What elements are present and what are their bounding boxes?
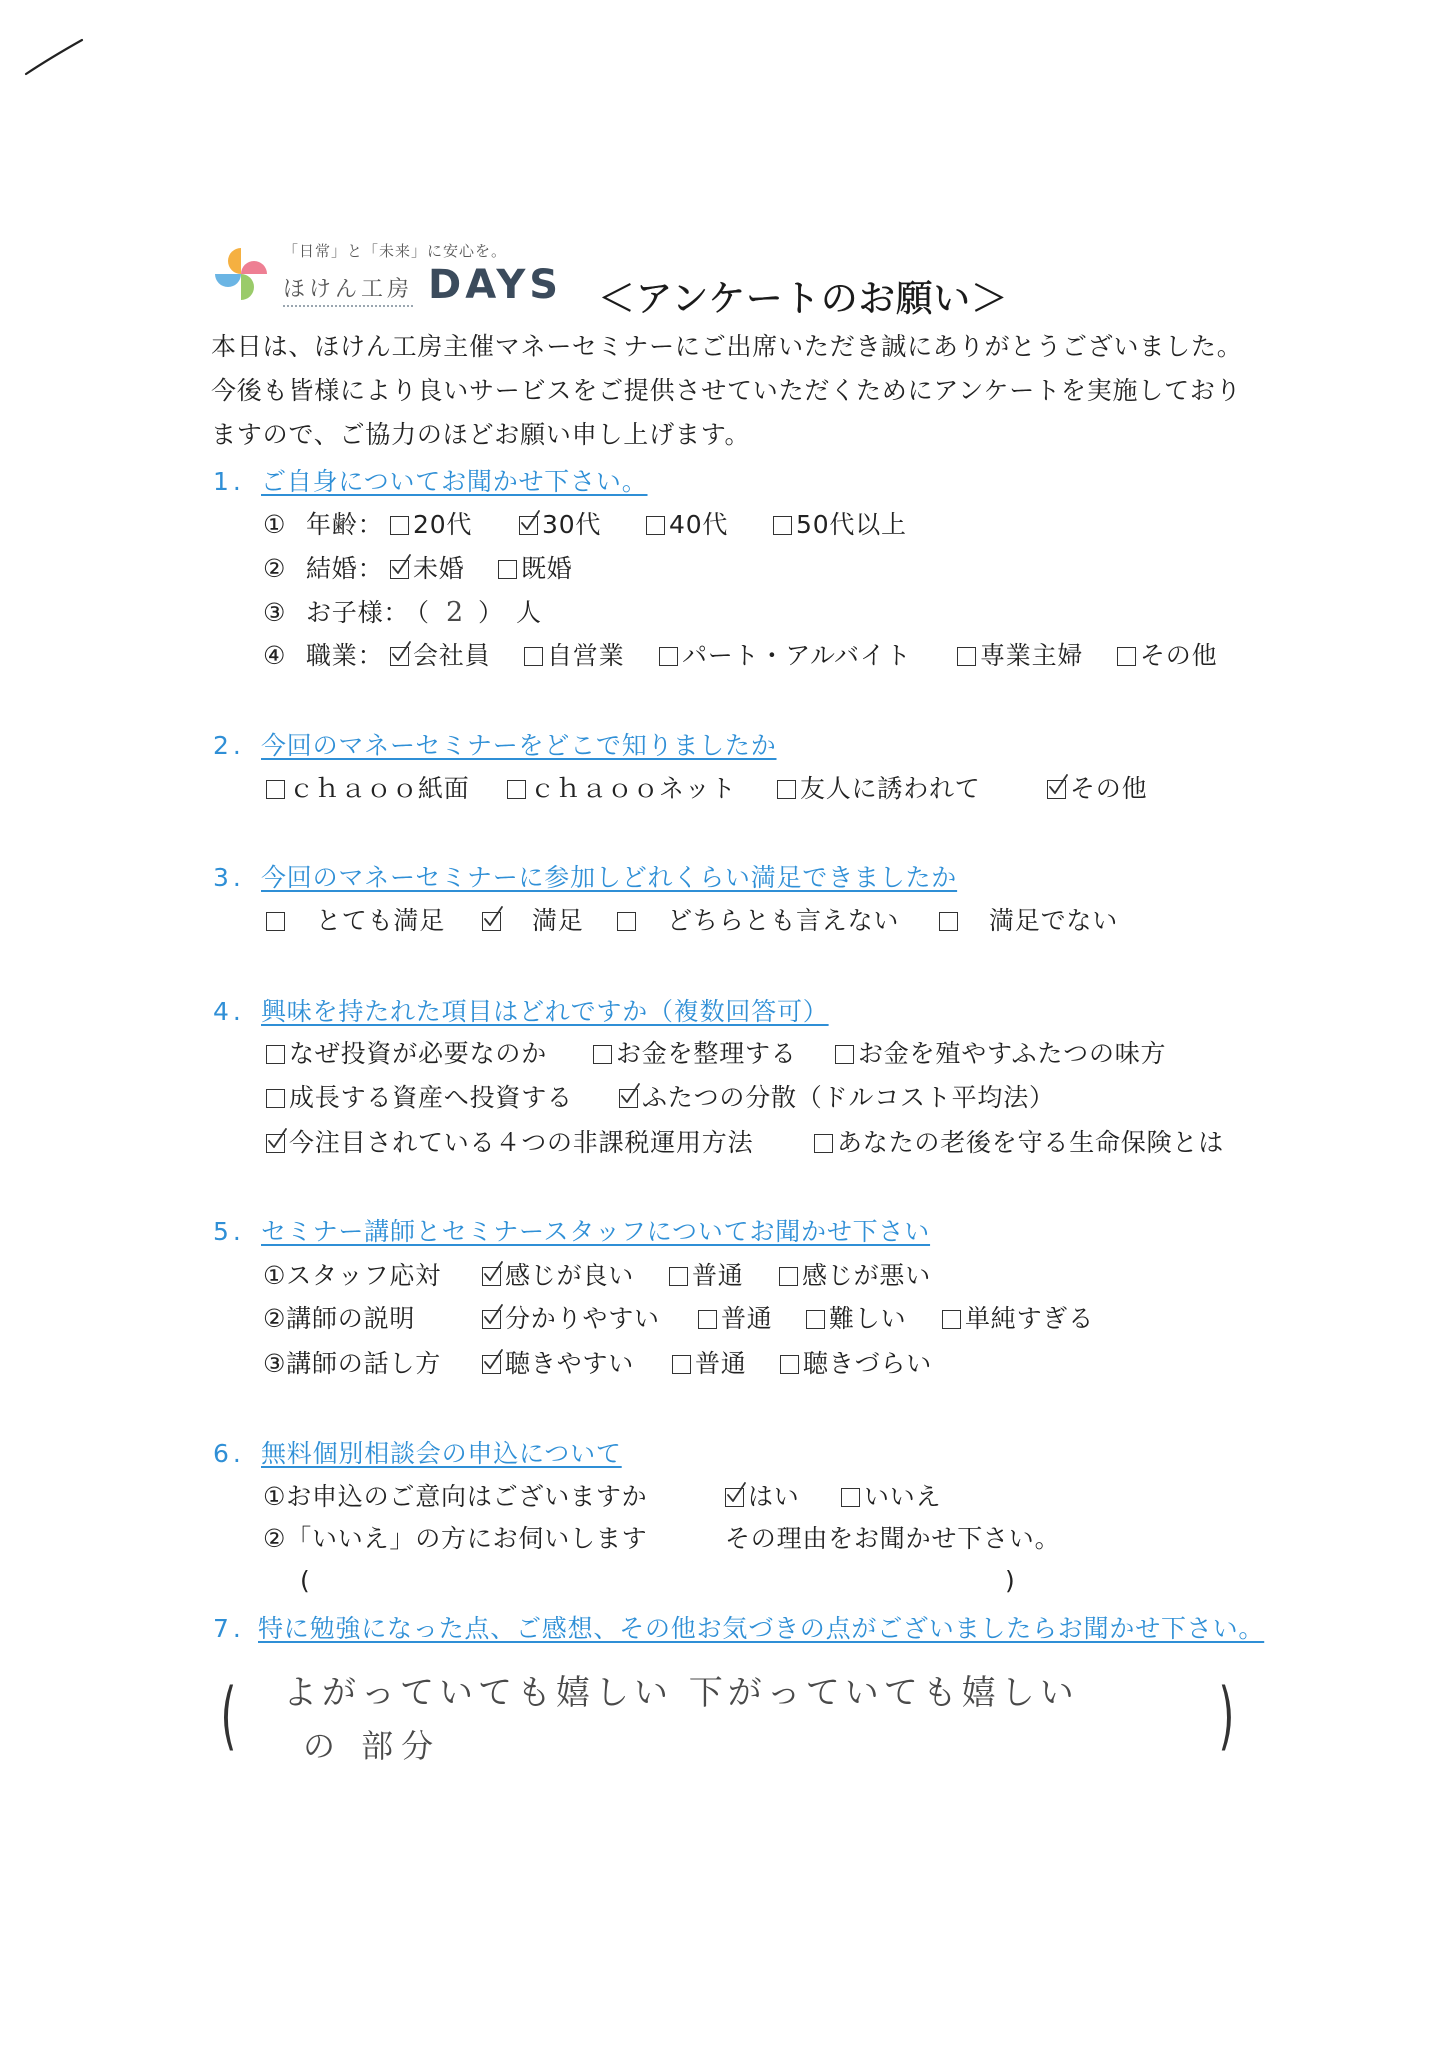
staff-option-normal[interactable] (669, 1261, 744, 1291)
q4-options-row-1 (0, 1039, 1449, 1069)
option-label: 未婚 (413, 554, 465, 583)
option-label: いいえ (864, 1482, 942, 1511)
q7-heading-text: 特に勉強になった点、ご感想、その他お気づきの点がございましたらお聞かせ下さい。 (258, 1614, 1265, 1643)
q4-heading-text: 興味を持たれた項目はどれですか（複数回答可） (261, 997, 829, 1026)
checkbox[interactable] (524, 647, 543, 666)
checkbox[interactable] (669, 1267, 688, 1286)
explanation-option-normal[interactable] (698, 1304, 773, 1334)
logo-petal-bottom (241, 274, 254, 300)
explanation-option-difficult[interactable] (806, 1304, 906, 1334)
q3-options-row (0, 906, 1449, 936)
option-label: 感じが悪い (802, 1261, 932, 1290)
checkbox[interactable] (779, 1267, 798, 1286)
speaking-option-easy[interactable] (482, 1349, 634, 1379)
q5-speaking-row (0, 1349, 1449, 1379)
logo-tagline: 「日常」と「未来」に安心を。 (283, 242, 508, 260)
checkbox[interactable] (266, 1045, 285, 1064)
checkbox[interactable] (841, 1488, 860, 1507)
q7-heading (0, 1614, 1449, 1644)
q5-explanation-row (0, 1304, 1449, 1334)
option-label: 自営業 (547, 641, 625, 670)
q2-heading-text: 今回のマネーセミナーをどこで知りましたか (261, 731, 777, 760)
checkbox[interactable] (266, 1089, 285, 1108)
checkbox[interactable] (507, 780, 526, 799)
checkbox[interactable] (593, 1045, 612, 1064)
option-label: 成長する資産へ投資する (289, 1083, 573, 1112)
checkbox[interactable] (482, 912, 501, 931)
option-label: 分かりやすい (505, 1304, 660, 1333)
q4-options-row-3 (0, 1128, 1449, 1158)
q4-options-row-2 (0, 1083, 1449, 1113)
checkbox[interactable] (390, 560, 409, 579)
option-label: 50代以上 (796, 510, 907, 539)
marriage-label: 結婚： (306, 554, 384, 583)
option-label: 40代 (669, 510, 729, 539)
speaking-option-hard[interactable] (780, 1349, 932, 1379)
check-mark-icon (519, 514, 538, 533)
q5-number: 5. (213, 1217, 245, 1246)
logo-petal-left (215, 274, 241, 287)
option-label: 今注目されている４つの非課税運用方法 (289, 1128, 754, 1157)
q1-job-row (0, 641, 1449, 671)
reason-close-paren: ) (1005, 1566, 1016, 1595)
q2-option-chaoo-paper[interactable] (266, 774, 470, 804)
age-option-40s[interactable] (646, 510, 728, 540)
checkbox[interactable] (672, 1355, 691, 1374)
option-label: その他 (1140, 641, 1218, 670)
pinwheel-logo-icon (211, 244, 271, 304)
checkbox[interactable] (519, 516, 538, 535)
intro-text-3: ますので、ご協力のほどお願い申し上げます。 (211, 420, 751, 449)
age-option-30s[interactable] (519, 510, 601, 540)
checkbox[interactable] (777, 780, 796, 799)
job-option-employee[interactable] (390, 641, 490, 671)
checkbox[interactable] (482, 1355, 501, 1374)
logo-brand-days: DAYS (428, 262, 563, 308)
staff-option-bad[interactable] (779, 1261, 931, 1291)
q3-heading (0, 863, 1449, 893)
job-number: ④ (263, 641, 287, 670)
option-label: 既婚 (521, 554, 573, 583)
q2-option-other[interactable] (1047, 774, 1147, 804)
checkbox[interactable] (266, 912, 285, 931)
staff-label: ①スタッフ応対 (263, 1261, 442, 1290)
children-label: お子様： (306, 598, 410, 627)
checkbox[interactable] (814, 1134, 833, 1153)
q2-options-row (0, 774, 1449, 804)
checkbox[interactable] (942, 1310, 961, 1329)
q1-marriage-row (0, 554, 1449, 584)
check-mark-icon (482, 1265, 501, 1284)
option-label: はい (748, 1482, 800, 1511)
q5-heading (0, 1217, 1449, 1247)
q4-option-dollar-cost[interactable] (619, 1083, 1055, 1113)
checkbox[interactable] (266, 1134, 285, 1153)
option-label: 30代 (542, 510, 602, 539)
checkbox[interactable] (806, 1310, 825, 1329)
check-mark-icon (1047, 778, 1066, 797)
marriage-option-single[interactable] (390, 554, 465, 584)
q3-number: 3. (213, 863, 245, 892)
reason-label: ②「いいえ」の方にお伺いします (263, 1524, 648, 1553)
reason-prompt: その理由をお聞かせ下さい。 (725, 1524, 1061, 1553)
checkbox[interactable] (617, 912, 636, 931)
option-label: あなたの老後を守る生命保険とは (837, 1128, 1225, 1157)
pen-stroke-mark (20, 34, 90, 79)
intro-line-2 (0, 376, 1449, 406)
checkbox[interactable] (482, 1267, 501, 1286)
checkbox[interactable] (780, 1355, 799, 1374)
page-title: ＜アンケートのお願い＞ (598, 277, 1009, 320)
q2-option-friend[interactable] (777, 774, 981, 804)
job-label: 職業： (306, 641, 384, 670)
children-close-paren: ） (478, 598, 504, 627)
age-option-50s-plus[interactable] (773, 510, 907, 540)
check-mark-icon (725, 1486, 744, 1505)
intro-line-1 (0, 332, 1449, 362)
job-option-part-time[interactable] (659, 641, 911, 671)
option-label: 単純すぎる (965, 1304, 1095, 1333)
checkbox[interactable] (725, 1488, 744, 1507)
check-mark-icon (619, 1087, 638, 1106)
checkbox[interactable] (498, 560, 517, 579)
checkbox[interactable] (619, 1089, 638, 1108)
checkbox[interactable] (266, 780, 285, 799)
q1-heading (0, 467, 1449, 497)
option-label: お金を殖やすふたつの味方 (858, 1039, 1167, 1068)
q1-heading-text: ご自身についてお聞かせ下さい。 (261, 467, 648, 496)
intro-line-3 (0, 420, 1449, 450)
children-open-paren: （ (404, 598, 430, 627)
q4-option-organize-money[interactable] (593, 1039, 797, 1069)
checkbox[interactable] (390, 647, 409, 666)
check-mark-icon (266, 1132, 285, 1151)
q7-answer-line-1[interactable]: よがっていても嬉しい 下がっていても嬉しい (283, 1673, 1079, 1713)
q6-heading-text: 無料個別相談会の申込について (261, 1439, 622, 1468)
reason-open-paren: ( (300, 1566, 311, 1595)
q6-reason-row (0, 1524, 1449, 1554)
option-label: 普通 (692, 1261, 744, 1290)
option-label: 感じが良い (505, 1261, 635, 1290)
option-label: 友人に誘われて (800, 774, 981, 803)
q5-staff-row (0, 1261, 1449, 1291)
checkbox[interactable] (939, 912, 958, 931)
option-label: ふたつの分散（ドルコスト平均法） (642, 1083, 1055, 1112)
q1-age-row (0, 510, 1449, 540)
intent-option-no[interactable] (841, 1482, 941, 1512)
speaking-label: ③講師の話し方 (263, 1349, 442, 1378)
age-number: ① (263, 510, 287, 539)
q7-answer-line-2[interactable]: の 部分 (303, 1727, 442, 1765)
q4-number: 4. (213, 997, 245, 1026)
option-label: パート・アルバイト (682, 641, 912, 670)
checkbox[interactable] (390, 516, 409, 535)
option-label: その他 (1070, 774, 1148, 803)
age-option-20s[interactable] (390, 510, 472, 540)
q4-option-life-insurance[interactable] (814, 1128, 1224, 1158)
checkbox[interactable] (1047, 780, 1066, 799)
job-option-homemaker[interactable] (957, 641, 1083, 671)
check-mark-icon (482, 910, 501, 929)
q6-heading (0, 1439, 1449, 1469)
option-label: 普通 (721, 1304, 773, 1333)
marriage-number: ② (263, 554, 287, 583)
option-label: お金を整理する (616, 1039, 797, 1068)
option-label: 普通 (695, 1349, 747, 1378)
explanation-option-too-simple[interactable] (942, 1304, 1094, 1334)
q3-option-not-satisfied[interactable] (939, 906, 1118, 936)
intent-option-yes[interactable] (725, 1482, 800, 1512)
option-label: 難しい (829, 1304, 907, 1333)
q2-heading (0, 731, 1449, 761)
q5-heading-text: セミナー講師とセミナースタッフについてお聞かせ下さい (261, 1217, 931, 1246)
explanation-label: ②講師の説明 (263, 1304, 416, 1333)
reason-answer-field[interactable] (330, 1566, 990, 1596)
staff-option-good[interactable] (482, 1261, 634, 1291)
checkbox[interactable] (659, 647, 678, 666)
q4-option-grow-money[interactable] (835, 1039, 1166, 1069)
job-option-other[interactable] (1117, 641, 1217, 671)
age-label: 年齢： (306, 510, 384, 539)
logo-brand: ほけん工房 (283, 272, 413, 307)
option-label: 20代 (413, 510, 473, 539)
checkbox[interactable] (482, 1310, 501, 1329)
q6-number: 6. (213, 1439, 245, 1468)
q2-option-chaoo-net[interactable] (507, 774, 736, 804)
intro-text-1: 本日は、ほけん工房主催マネーセミナーにご出席いただき誠にありがとうございました。 (211, 332, 1243, 361)
q7-number: 7. (213, 1614, 245, 1643)
q6-intent-row (0, 1482, 1449, 1512)
option-label: ｃｈａｏｏネット (530, 774, 737, 803)
check-mark-icon (390, 558, 409, 577)
check-mark-icon (390, 645, 409, 664)
option-label: 満足でない (989, 906, 1119, 935)
checkbox[interactable] (1117, 647, 1136, 666)
q7-close-bracket: ) (1218, 1673, 1235, 1759)
q7-open-bracket: ( (220, 1673, 237, 1759)
option-label: 聴きやすい (505, 1349, 635, 1378)
option-label: 聴きづらい (803, 1349, 933, 1378)
children-count-handwritten[interactable]: 2 (446, 597, 464, 628)
checkbox[interactable] (957, 647, 976, 666)
q3-option-neutral[interactable] (617, 906, 899, 936)
checkbox[interactable] (835, 1045, 854, 1064)
children-number: ③ (263, 598, 287, 627)
option-label: とても満足 (316, 906, 446, 935)
logo-petal-top (228, 248, 241, 274)
job-option-self-employed[interactable] (524, 641, 624, 671)
option-label: どちらとも言えない (667, 906, 900, 935)
q3-option-satisfied[interactable] (482, 906, 584, 936)
option-label: 専業主婦 (980, 641, 1084, 670)
q4-option-tax-free[interactable] (266, 1128, 753, 1158)
check-mark-icon (482, 1353, 501, 1372)
q2-number: 2. (213, 731, 245, 760)
q1-children-row (0, 598, 1449, 628)
q4-option-growth-assets[interactable] (266, 1083, 573, 1113)
speaking-option-normal[interactable] (672, 1349, 747, 1379)
logo-petal-right (241, 261, 267, 274)
q1-number: 1. (213, 467, 245, 496)
q3-option-very-satisfied[interactable] (266, 906, 445, 936)
q4-option-why-invest[interactable] (266, 1039, 547, 1069)
children-unit: 人 (516, 598, 542, 627)
option-label: 会社員 (413, 641, 491, 670)
marriage-option-married[interactable] (498, 554, 573, 584)
check-mark-icon (482, 1308, 501, 1327)
q4-heading (0, 997, 1449, 1027)
intent-label: ①お申込のご意向はございますか (263, 1482, 648, 1511)
q6-reason-answer-row (0, 1566, 1449, 1596)
option-label: ｃｈａｏｏ紙面 (289, 774, 470, 803)
checkbox[interactable] (646, 516, 665, 535)
checkbox[interactable] (773, 516, 792, 535)
option-label: 満足 (532, 906, 584, 935)
intro-text-2: 今後も皆様により良いサービスをご提供させていただくためにアンケートを実施しており (211, 376, 1242, 405)
checkbox[interactable] (698, 1310, 717, 1329)
q3-heading-text: 今回のマネーセミナーに参加しどれくらい満足できましたか (261, 863, 958, 892)
explanation-option-clear[interactable] (482, 1304, 660, 1334)
option-label: なぜ投資が必要なのか (289, 1039, 548, 1068)
